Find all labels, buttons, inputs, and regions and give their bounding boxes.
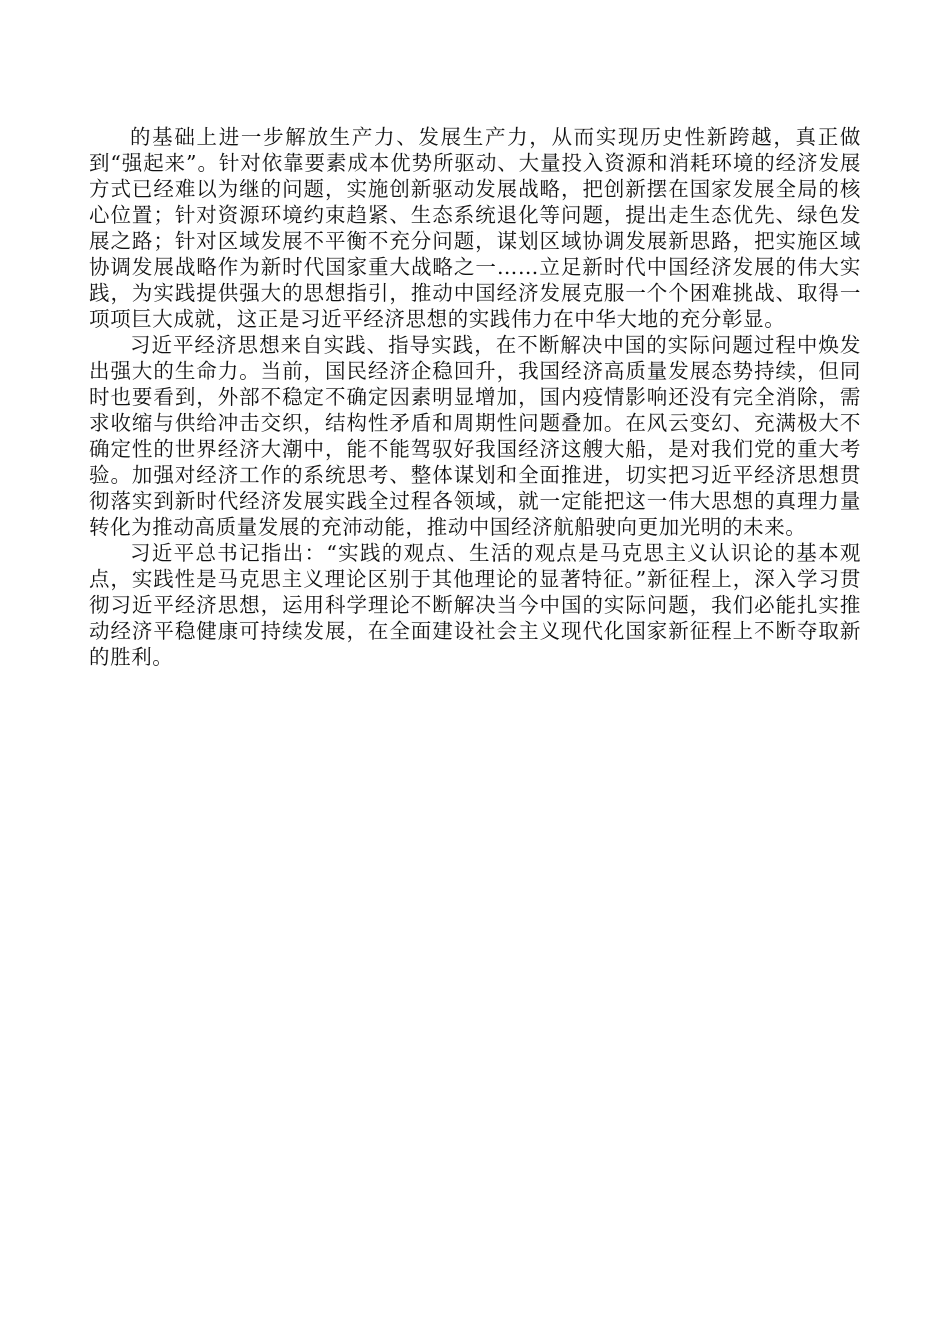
paragraph-2: 习近平经济思想来自实践、指导实践，在不断解决中国的实际问题过程中焕发出强大的生命力。当前，国民经济企稳回升，我国经济高质量发展态势持续，但同时也要看到，外部不稳定不确定因素明显增加，国内疫情影响还没有完全消除，需求收缩与供给冲击交织，结构性矛盾和周期性问题叠加。在风云变幻、充满极大不确定性的世界经济大潮中，能不能驾驭好我国经济这艘大船，是对我们党的重大考验。加强对经济工作的系统思考、整体谋划和全面推进，切实把习近平经济思想贯彻落实到新时代经济发展实践全过程各领域，就一定能把这一伟大思想的真理力量转化为推动高质量发展的充沛动能，推动中国经济航船驶向更加光明的未来。 <box>89 333 861 539</box>
paragraph-3: 习近平总书记指出：“实践的观点、生活的观点是马克思主义认识论的基本观点，实践性是马克思主义理论区别于其他理论的显著特征。”新征程上，深入学习贯彻习近平经济思想，运用科学理论不断解决当今中国的实际问题，我们必能扎实推动经济平稳健康可持续发展，在全面建设社会主义现代化国家新征程上不断夺取新的胜利。 <box>89 541 861 669</box>
document-body <box>89 124 861 670</box>
paragraph-1: 的基础上进一步解放生产力、发展生产力，从而实现历史性新跨越，真正做到“强起来”。针对依靠要素成本优势所驱动、大量投入资源和消耗环境的经济发展方式已经难以为继的问题，实施创新驱动发展战略，把创新摆在国家发展全局的核心位置；针对资源环境约束趋紧、生态系统退化等问题，提出走生态优先、绿色发展之路；针对区域发展不平衡不充分问题，谋划区域协调发展新思路，把实施区域协调发展战略作为新时代国家重大战略之一……立足新时代中国经济发展的伟大实践，为实践提供强大的思想指引，推动中国经济发展克服一个个困难挑战、取得一项项巨大成就，这正是习近平经济思想的实践伟力在中华大地的充分彰显。 <box>89 125 861 331</box>
